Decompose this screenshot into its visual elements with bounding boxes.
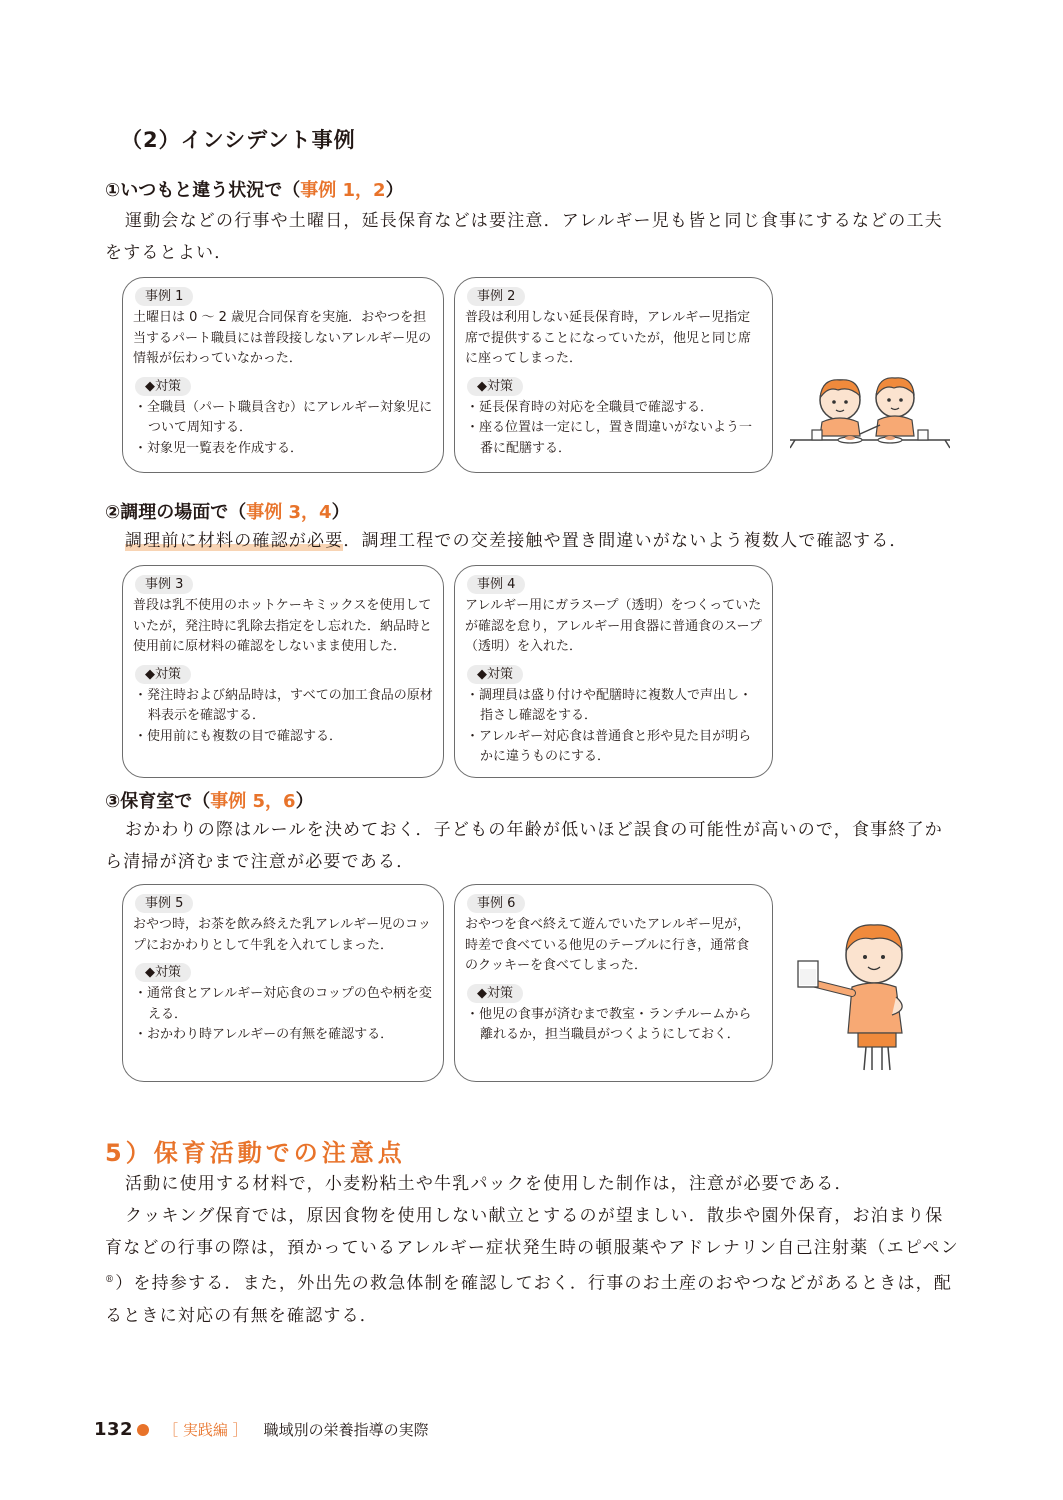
measure-item: ・ 発注時および納品時は，すべての加工食品の原材料表示を確認する． — [133, 686, 433, 727]
group-2-intro: 調理前に材料の確認が必要．調理工程での交差接触や置き間違いがないよう複数人で確認する． — [125, 531, 908, 551]
measures-label: ◆対策 — [467, 984, 523, 1003]
child-holding-cup-illustration — [792, 915, 927, 1075]
group-1-intro: 運動会などの行事や土曜日，延長保育などは要注意．アレルギー児も皆と同じ食事にするなどの工夫をするとよい． — [105, 211, 943, 263]
case-description: 土曜日は 0 ～ 2 歳児合同保育を実施．おやつを担当するパート職員には普段接しないアレルギー児の情報が伝わっていなかった． — [133, 310, 432, 366]
measure-item: ・ 使用前にも複数の目で確認する． — [133, 727, 433, 748]
measure-item: ・ 調理員は盛り付けや配膳時に複数人で声出し・指さし確認をする． — [465, 686, 762, 727]
section-5-paragraph-2: クッキング保育では，原因食物を使用しない献立とするのが望ましい．散歩や園外保育，お泊まり保育などの行事の際は，預かっているアレルギー症状発生時の頓服薬やアドレナリン自己注射薬（エピペン®）を持参する．また，外出先の救急体制を確認しておく．行事のお土産のおやつなどがあるときは，配るときに対応の有無を確認する． — [105, 1206, 959, 1326]
page-footer — [94, 1419, 429, 1440]
section-5-paragraph-1: 活動に使用する材料で，小麦粉粘土や牛乳パックを使用した制作は，注意が必要である． — [125, 1174, 853, 1194]
section-heading: （2）インシデント事例 — [121, 128, 356, 152]
group-2-title: ②調理の場面で（事例 3，4） — [105, 502, 350, 523]
measure-item: ・ アレルギー対応食は普通食と形や見た目が明らかに違うものにする． — [465, 727, 762, 768]
case-label: 事例 5 — [135, 894, 193, 913]
measures-label: ◆対策 — [135, 963, 191, 982]
case-box — [122, 565, 444, 778]
case-label: 事例 6 — [467, 894, 525, 913]
case-box — [454, 565, 773, 778]
measure-item: ・ 通常食とアレルギー対応食のコップの色や柄を変える． — [133, 984, 433, 1025]
page-number: 132 — [94, 1419, 134, 1440]
group-3-intro: おかわりの際はルールを決めておく．子どもの年齢が低いほど誤食の可能性が高いので，食事終了から清掃が済むまで注意が必要である． — [105, 820, 943, 872]
case-box — [454, 277, 773, 473]
case-label: 事例 1 — [135, 287, 193, 306]
case-label: 事例 4 — [467, 575, 525, 594]
section-5-heading: 5）保育活動での注意点 — [105, 1139, 406, 1167]
intro-highlight: 調理前に材料の確認が必要 — [125, 531, 344, 551]
footer-chapter-title: 職域別の栄養指導の実際 — [263, 1421, 429, 1439]
measures-list — [133, 398, 433, 460]
measures-list — [465, 686, 762, 768]
page-dot-icon — [137, 1424, 149, 1436]
measures-label: ◆対策 — [467, 377, 523, 396]
case-description: おやつを食べ終えて遊んでいたアレルギー児が，時差で食べている他児のテーブルに行き，通常食のクッキーを食べてしまった． — [465, 917, 751, 973]
case-box — [454, 884, 773, 1082]
measure-item: ・ 対象児一覧表を作成する． — [133, 439, 433, 460]
measures-list — [133, 686, 433, 748]
two-children-eating-illustration — [790, 370, 950, 460]
measures-label: ◆対策 — [135, 377, 191, 396]
measure-item: ・ 延長保育時の対応を全職員で確認する． — [465, 398, 762, 419]
case-box — [122, 277, 444, 473]
registered-mark: ® — [105, 1275, 116, 1285]
measures-list — [133, 984, 433, 1046]
case-description: 普段は利用しない延長保育時，アレルギー児指定席で提供することになっていたが，他児と同じ席に座ってしまった． — [465, 310, 752, 366]
group-1-title: ①いつもと違う状況で（事例 1，2） — [105, 180, 404, 201]
measures-list — [465, 1005, 762, 1046]
case-label: 事例 2 — [467, 287, 525, 306]
measure-item: ・ 全職員（パート職員含む）にアレルギー対象児について周知する． — [133, 398, 433, 439]
measures-label: ◆対策 — [135, 665, 191, 684]
measure-item: ・ 座る位置は一定にし，置き間違いがないよう一番に配膳する． — [465, 418, 762, 459]
case-description: 普段は乳不使用のホットケーキミックスを使用していたが，発注時に乳除去指定をし忘れた．納品時と使用前に原材料の確認をしないまま使用した． — [133, 598, 433, 654]
footer-section-label: ［ 実践編 ］ — [163, 1421, 248, 1439]
measures-label: ◆対策 — [467, 665, 523, 684]
group-3-title: ③保育室で（事例 5，6） — [105, 791, 314, 812]
case-box — [122, 884, 444, 1082]
case-description: おやつ時，お茶を飲み終えた乳アレルギー児のコップにおかわりとして牛乳を入れてしまった． — [133, 917, 431, 953]
measures-list — [465, 398, 762, 460]
case-label: 事例 3 — [135, 575, 193, 594]
case-description: アレルギー用にガラスープ（透明）をつくっていたが確認を怠り，アレルギー用食器に普通食のスープ（透明）を入れた． — [465, 598, 762, 654]
measure-item: ・ おかわり時アレルギーの有無を確認する． — [133, 1025, 433, 1046]
measure-item: ・ 他児の食事が済むまで教室・ランチルームから離れるか，担当職員がつくようにしておく． — [465, 1005, 762, 1046]
